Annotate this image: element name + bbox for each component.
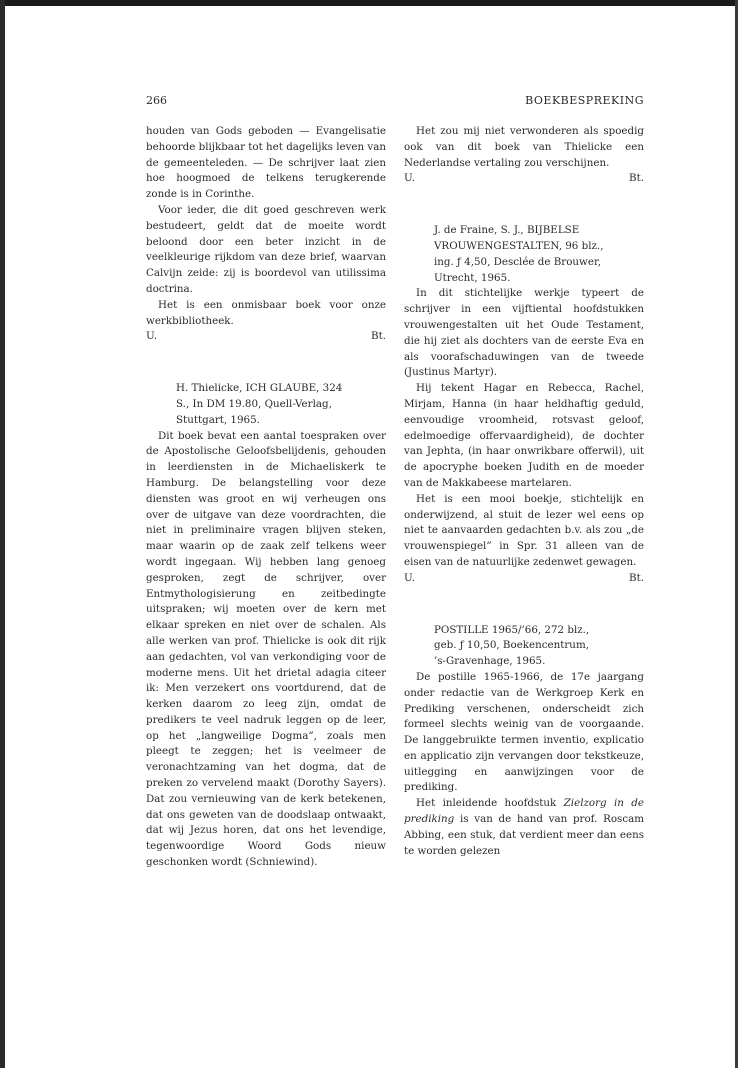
paragraph: De postille 1965-1966, de 17e jaargang onder redactie van de Werkgroep Kerk en Prediking verschenen, onderscheidt zich formeel slechts weinig van de voorgaande. De langgebruikte termen inventio, explicatio en applicatio zijn vervangen door tekstkeuze, uitlegging en aanwijzingen voor de prediking. [404,670,644,794]
reviewer-signature [404,171,644,187]
reviewer-signature [146,329,386,345]
book-heading-line: Utrecht, 1965. [434,271,511,284]
paragraph-text: Het inleidende hoofdstuk [416,797,564,810]
signature-initial: U. [146,330,158,343]
signature-initial: U. [404,571,416,584]
book-heading-de-fraine [404,223,644,286]
paragraph: Het zou mij niet verwonderen als spoedig ook van dit boek van Thielicke een Nederlandse vertaling zou verschijnen. [404,125,644,169]
paragraph: Hij tekent Hagar en Rebecca, Rachel, Mirjam, Hanna (in haar heldhaftig geduld, eenvoudige vroomheid, rotsvast geloof, edelmoedige offervaardigheid), de dochter van Jephta, (in haar onwrikbare offerwil), uit de apocryphe boeken Judith en de moeder van de Makkabeese martelaren. [404,382,644,489]
scan-border-top [0,0,738,6]
page-header [146,94,644,110]
book-heading-line: POSTILLE 1965/’66, 272 blz., [434,623,590,636]
scan-border-left [0,0,5,1068]
paragraph [404,796,644,859]
page-number: 266 [146,94,167,107]
paragraph-text: is van de hand van prof. Roscam Abbing, een stuk, dat verdient meer dan eens te worden gelezen [404,813,644,857]
signature-name: Bt. [371,330,386,343]
book-heading-line: VROUWENGESTALTEN, 96 blz., [434,239,604,252]
paragraph: Voor ieder, die dit goed geschreven werk bestudeert, geldt dat de moeite wordt beloond door een beter inzicht in de veelkleurige rijkdom van deze brief, waarvan Calvijn zeide: zij is boordevol van utilissima doctrina. [146,203,386,295]
book-heading-line: Stuttgart, 1965. [176,413,260,426]
reviewer-signature [404,571,644,587]
paragraph: In dit stichtelijke werkje typeert de schrijver in een vijftiental hoofdstukken vrouwengestalten uit het Oude Testament, die hij ziet als dochters van de eerste Eva en als voorafschaduwingen van de tweede (Justinus Martyr). [404,287,644,379]
signature-name: Bt. [629,172,644,185]
book-heading-line: H. Thielicke, ICH GLAUBE, 324 [176,382,343,395]
book-heading-postille [404,623,644,670]
signature-initial: U. [404,172,416,185]
paragraph: Het is een onmisbaar boek voor onze werkbibliotheek. [146,298,386,327]
book-heading-thielicke [146,381,386,428]
paragraph: houden van Gods geboden — Evangelisatie behoorde blijkbaar tot het dagelijks leven van de gemeenteleden. — De schrijver laat zien hoe hoogmoed de telkens terugkerende zonde is in Corinthe. [146,125,386,201]
book-heading-line: S., In DM 19.80, Quell-Verlag, [176,397,332,410]
left-column [146,124,386,871]
paragraph: Dit boek bevat een aantal toespraken over de Apostolische Geloofsbelijdenis, gehouden in leerdiensten in de Michaeliskerk te Hamburg. De belangstelling voor deze diensten was groot en wij verheugen ons over de uitgave van deze voordrachten, die niet in preliminaire vragen blijven steken, maar waarin op de zaak zelf telkens weer wordt ingegaan. Wij hebben lang genoeg gesproken, zegt de schrijver, over Entmythologisierung en zeitbedingte uitspraken; wij moeten over de kern met elkaar spreken en niet over de schalen. Als alle werken van prof. Thielicke is ook dit rijk aan gedachten, vol van verkondiging voor de moderne mens. Uit het drietal adagia citeer ik: Men verzekert ons voortdurend, dat de kerken daarom zo leeg zijn, omdat de predikers te veel nadruk leggen op de leer, op het „langweilige Dogma”, zoals men pleegt te zeggen; het is veelmeer de veronachtzaming van het dogma, dat de preken zo vervelend maakt (Dorothy Sayers). Dat zou vernieuwing van de kerk betekenen, dat ons geweten van de doodslaap ontwaakt, dat wij Jezus horen, dat ons het levendige, tegenwoordige Woord Gods nieuw geschonken wordt (Schniewind). [146,429,386,869]
book-heading-line: ’s-Gravenhage, 1965. [434,655,546,668]
paragraph: Het is een mooi boekje, stichtelijk en onderwijzend, al stuit de lezer wel eens op niet te aanvaarden gedachten b.v. als zou „de vrouwenspiegel” in Spr. 31 alleen van de eisen van de natuurlijke zedenwet gewagen. [404,492,644,568]
right-column [404,124,644,859]
running-head: BOEKBESPREKING [525,94,644,107]
book-heading-line: J. de Fraine, S. J., BIJBELSE [434,224,580,237]
chapter-title: Zielzorg in de prediking [404,797,644,826]
book-heading-line: ing. ƒ 4,50, Desclée de Brouwer, [434,255,602,268]
signature-name: Bt. [629,571,644,584]
book-heading-line: geb. ƒ 10,50, Boekencentrum, [434,639,589,652]
